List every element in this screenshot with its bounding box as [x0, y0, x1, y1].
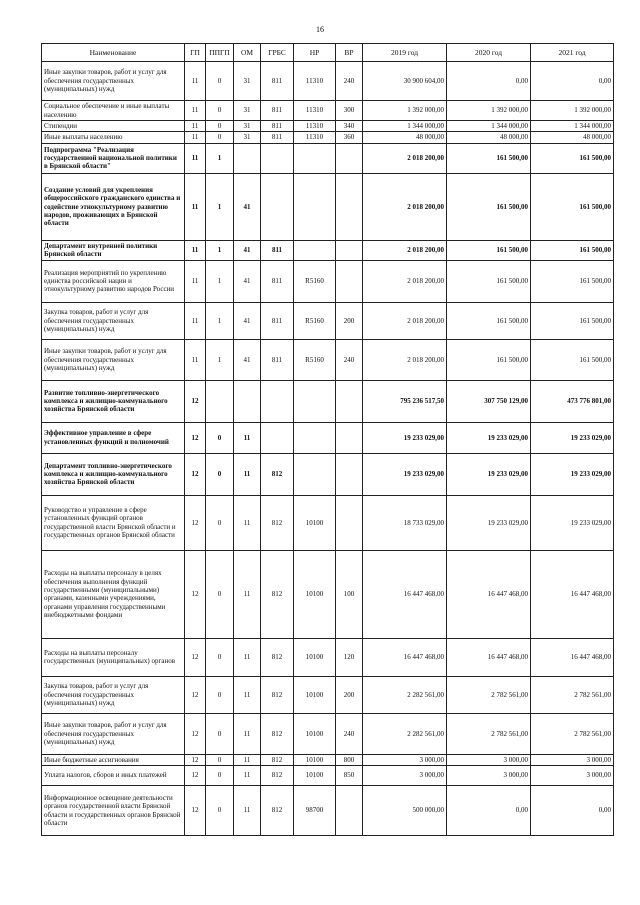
row-ppgp: 0 [206, 132, 234, 143]
row-grbs: 812 [261, 550, 294, 638]
row-gp: 12 [185, 713, 206, 754]
row-ppgp: 0 [206, 676, 234, 713]
row-amount-2021: 16 447 468,00 [531, 638, 614, 676]
row-amount-2021: 473 776 801,00 [531, 380, 614, 422]
row-vr: 800 [336, 754, 363, 765]
row-name: Иные закупки товаров, работ и услуг для обеспечения государственных (муниципальных) нужд [42, 339, 185, 380]
row-om: 31 [234, 132, 261, 143]
row-om: 41 [234, 173, 261, 240]
col-header-2021: 2021 год [531, 44, 614, 62]
row-gp: 11 [185, 62, 206, 101]
row-amount-2020: 0,00 [447, 786, 531, 836]
row-grbs: 811 [261, 62, 294, 101]
row-amount-2021: 161 500,00 [531, 302, 614, 339]
row-gp: 11 [185, 101, 206, 121]
row-gp: 11 [185, 143, 206, 173]
table-row [42, 302, 614, 339]
row-amount-2019: 2 018 200,00 [363, 240, 447, 260]
row-grbs [261, 173, 294, 240]
row-nr [294, 380, 336, 422]
row-grbs: 812 [261, 786, 294, 836]
row-grbs: 811 [261, 302, 294, 339]
row-vr [336, 240, 363, 260]
row-name: Стипендии [42, 121, 185, 132]
row-ppgp: 0 [206, 453, 234, 495]
row-name: Иные закупки товаров, работ и услуг для обеспечения государственных (муниципальных) нужд [42, 713, 185, 754]
row-amount-2021: 19 233 029,00 [531, 422, 614, 453]
row-vr: 360 [336, 132, 363, 143]
row-amount-2020: 48 000,00 [447, 132, 531, 143]
row-name: Иные закупки товаров, работ и услуг для обеспечения государственных (муниципальных) нужд [42, 62, 185, 101]
row-grbs: 811 [261, 260, 294, 302]
row-ppgp: 0 [206, 766, 234, 786]
row-gp: 12 [185, 550, 206, 638]
table-row [42, 143, 614, 173]
row-om: 11 [234, 550, 261, 638]
row-amount-2021: 19 233 029,00 [531, 495, 614, 550]
row-vr [336, 422, 363, 453]
row-amount-2020: 161 500,00 [447, 302, 531, 339]
row-gp: 12 [185, 453, 206, 495]
row-nr: 11310 [294, 121, 336, 132]
row-nr: 98700 [294, 786, 336, 836]
table-row [42, 62, 614, 101]
row-grbs: 811 [261, 101, 294, 121]
row-amount-2020: 1 344 000,00 [447, 121, 531, 132]
table-row [42, 713, 614, 754]
budget-table [41, 43, 614, 836]
row-amount-2020: 2 782 561,00 [447, 713, 531, 754]
row-amount-2021: 3 000,00 [531, 754, 614, 765]
row-amount-2020: 161 500,00 [447, 240, 531, 260]
row-amount-2021: 161 500,00 [531, 143, 614, 173]
table-header-row [42, 44, 614, 62]
row-amount-2021: 48 000,00 [531, 132, 614, 143]
row-om: 31 [234, 62, 261, 101]
row-name: Расходы на выплаты персоналу государственных (муниципальных) органов [42, 638, 185, 676]
row-grbs: 812 [261, 453, 294, 495]
col-header-gp: ГП [185, 44, 206, 62]
row-amount-2019: 795 236 517,50 [363, 380, 447, 422]
table-row [42, 240, 614, 260]
col-header-nr: НР [294, 44, 336, 62]
row-grbs: 812 [261, 754, 294, 765]
col-header-vr: ВР [336, 44, 363, 62]
row-amount-2019: 3 000,00 [363, 754, 447, 765]
row-ppgp: 0 [206, 422, 234, 453]
row-amount-2019: 48 000,00 [363, 132, 447, 143]
row-amount-2019: 2 282 561,00 [363, 676, 447, 713]
row-vr [336, 380, 363, 422]
row-amount-2020: 161 500,00 [447, 143, 531, 173]
row-gp: 12 [185, 766, 206, 786]
row-om: 41 [234, 339, 261, 380]
table-row [42, 495, 614, 550]
row-ppgp: 0 [206, 121, 234, 132]
row-name: Расходы на выплаты персоналу в целях обеспечения выполнения функций государственными (муниципальными) органами, казенными учреждениями, органами управления государственными внебюджетными фондами [42, 550, 185, 638]
row-nr: R5160 [294, 339, 336, 380]
row-amount-2020: 307 750 129,00 [447, 380, 531, 422]
row-ppgp: 0 [206, 786, 234, 836]
row-grbs: 811 [261, 121, 294, 132]
row-gp: 11 [185, 173, 206, 240]
row-nr: 10100 [294, 638, 336, 676]
row-gp: 12 [185, 495, 206, 550]
row-nr [294, 173, 336, 240]
row-ppgp: 1 [206, 143, 234, 173]
col-header-name: Наименование [42, 44, 185, 62]
row-gp: 11 [185, 132, 206, 143]
row-vr: 200 [336, 302, 363, 339]
row-vr [336, 260, 363, 302]
row-nr [294, 143, 336, 173]
row-gp: 12 [185, 380, 206, 422]
row-grbs: 812 [261, 495, 294, 550]
row-ppgp: 0 [206, 754, 234, 765]
row-name: Закупка товаров, работ и услуг для обеспечения государственных (муниципальных) нужд [42, 302, 185, 339]
row-gp: 11 [185, 121, 206, 132]
row-amount-2020: 161 500,00 [447, 173, 531, 240]
row-nr: 11310 [294, 101, 336, 121]
table-row [42, 676, 614, 713]
row-om: 31 [234, 101, 261, 121]
row-om: 11 [234, 638, 261, 676]
col-header-2020: 2020 год [447, 44, 531, 62]
row-nr: 10100 [294, 495, 336, 550]
row-grbs: 812 [261, 713, 294, 754]
row-vr: 200 [336, 676, 363, 713]
row-amount-2020: 16 447 468,00 [447, 638, 531, 676]
table-row [42, 638, 614, 676]
row-nr: 10100 [294, 713, 336, 754]
row-om [234, 380, 261, 422]
row-amount-2020: 2 782 561,00 [447, 676, 531, 713]
row-om: 41 [234, 302, 261, 339]
row-vr [336, 143, 363, 173]
row-amount-2020: 1 392 000,00 [447, 101, 531, 121]
row-vr: 120 [336, 638, 363, 676]
row-amount-2019: 19 233 029,00 [363, 453, 447, 495]
row-name: Информационное освещение деятельности органов государственной власти Брянской области и государственных органов Брянской области [42, 786, 185, 836]
row-nr [294, 453, 336, 495]
row-nr: 10100 [294, 550, 336, 638]
row-amount-2021: 161 500,00 [531, 339, 614, 380]
row-amount-2021: 161 500,00 [531, 173, 614, 240]
row-vr [336, 495, 363, 550]
row-amount-2020: 161 500,00 [447, 339, 531, 380]
table-row [42, 339, 614, 380]
row-gp: 11 [185, 339, 206, 380]
row-ppgp: 0 [206, 495, 234, 550]
row-om: 11 [234, 766, 261, 786]
table-row [42, 260, 614, 302]
row-nr: 10100 [294, 754, 336, 765]
row-name: Реализация мероприятий по укреплению единства российской нации и этнокультурному развитию народов России [42, 260, 185, 302]
row-grbs: 812 [261, 766, 294, 786]
row-nr [294, 240, 336, 260]
row-nr: 11310 [294, 132, 336, 143]
row-grbs: 811 [261, 240, 294, 260]
row-amount-2019: 16 447 468,00 [363, 638, 447, 676]
col-header-grbs: ГРБС [261, 44, 294, 62]
row-grbs: 811 [261, 339, 294, 380]
row-om: 11 [234, 676, 261, 713]
row-amount-2020: 3 000,00 [447, 754, 531, 765]
col-header-om: ОМ [234, 44, 261, 62]
row-gp: 12 [185, 676, 206, 713]
row-nr: 10100 [294, 766, 336, 786]
row-name: Иные выплаты населению [42, 132, 185, 143]
row-name: Создание условий для укрепления общероссийского гражданского единства и содействие этнокультурному развитию народов, проживающих в Брянской области [42, 173, 185, 240]
row-amount-2020: 3 000,00 [447, 766, 531, 786]
row-gp: 12 [185, 754, 206, 765]
row-ppgp: 0 [206, 638, 234, 676]
row-ppgp: 1 [206, 240, 234, 260]
row-grbs [261, 143, 294, 173]
row-amount-2019: 16 447 468,00 [363, 550, 447, 638]
row-amount-2019: 2 018 200,00 [363, 260, 447, 302]
table-body [42, 62, 614, 836]
table-row [42, 173, 614, 240]
row-amount-2021: 16 447 468,00 [531, 550, 614, 638]
row-amount-2019: 2 282 561,00 [363, 713, 447, 754]
row-om: 11 [234, 453, 261, 495]
row-amount-2019: 1 344 000,00 [363, 121, 447, 132]
row-gp: 12 [185, 786, 206, 836]
row-vr: 240 [336, 62, 363, 101]
row-grbs: 812 [261, 638, 294, 676]
row-ppgp: 1 [206, 302, 234, 339]
row-ppgp: 1 [206, 339, 234, 380]
col-header-2019: 2019 год [363, 44, 447, 62]
row-grbs: 812 [261, 676, 294, 713]
row-vr [336, 786, 363, 836]
row-amount-2021: 0,00 [531, 62, 614, 101]
row-om: 11 [234, 786, 261, 836]
table-row [42, 786, 614, 836]
page-number: 16 [316, 25, 324, 34]
row-ppgp: 0 [206, 550, 234, 638]
row-om: 41 [234, 260, 261, 302]
row-ppgp [206, 380, 234, 422]
row-amount-2021: 161 500,00 [531, 240, 614, 260]
row-amount-2020: 161 500,00 [447, 260, 531, 302]
row-amount-2020: 16 447 468,00 [447, 550, 531, 638]
row-amount-2021: 2 782 561,00 [531, 713, 614, 754]
row-amount-2019: 18 733 029,00 [363, 495, 447, 550]
row-gp: 12 [185, 638, 206, 676]
row-nr: R5160 [294, 302, 336, 339]
row-name: Иные бюджетные ассигнования [42, 754, 185, 765]
row-nr [294, 422, 336, 453]
row-amount-2021: 19 233 029,00 [531, 453, 614, 495]
row-ppgp: 1 [206, 173, 234, 240]
row-name: Эффективное управление в сфере установленных функций и полномочий [42, 422, 185, 453]
table-row [42, 754, 614, 765]
row-name: Закупка товаров, работ и услуг для обеспечения государственных (муниципальных) нужд [42, 676, 185, 713]
row-amount-2021: 1 392 000,00 [531, 101, 614, 121]
row-vr: 300 [336, 101, 363, 121]
row-amount-2019: 2 018 200,00 [363, 339, 447, 380]
row-vr: 240 [336, 713, 363, 754]
row-name: Подпрограмма "Реализация государственной национальной политики в Брянской области" [42, 143, 185, 173]
row-om: 31 [234, 121, 261, 132]
row-amount-2021: 0,00 [531, 786, 614, 836]
row-nr: 10100 [294, 676, 336, 713]
row-name: Департамент топливно-энергетического комплекса и жилищно-коммунального хозяйства Брянской области [42, 453, 185, 495]
row-amount-2021: 1 344 000,00 [531, 121, 614, 132]
row-ppgp: 0 [206, 713, 234, 754]
row-name: Департамент внутренней политики Брянской области [42, 240, 185, 260]
row-amount-2019: 2 018 200,00 [363, 143, 447, 173]
row-amount-2019: 30 900 604,00 [363, 62, 447, 101]
row-name: Руководство и управление в сфере установленных функций органов государственной власти Брянской области и государственных органов Брянской области [42, 495, 185, 550]
row-om: 11 [234, 754, 261, 765]
row-amount-2020: 0,00 [447, 62, 531, 101]
row-vr: 850 [336, 766, 363, 786]
row-vr: 100 [336, 550, 363, 638]
row-name: Уплата налогов, сборов и иных платежей [42, 766, 185, 786]
row-om: 41 [234, 240, 261, 260]
row-gp: 11 [185, 260, 206, 302]
table-row [42, 101, 614, 121]
row-amount-2019: 2 018 200,00 [363, 173, 447, 240]
row-name: Развитие топливно-энергетического комплекса и жилищно-коммунального хозяйства Брянской области [42, 380, 185, 422]
table-row [42, 380, 614, 422]
row-om: 11 [234, 495, 261, 550]
row-amount-2021: 2 782 561,00 [531, 676, 614, 713]
row-om: 11 [234, 422, 261, 453]
row-name: Социальное обеспечение и иные выплаты населению [42, 101, 185, 121]
row-nr: 11310 [294, 62, 336, 101]
col-header-ppgp: ППГП [206, 44, 234, 62]
row-gp: 11 [185, 240, 206, 260]
row-nr: R5160 [294, 260, 336, 302]
row-ppgp: 0 [206, 101, 234, 121]
row-grbs [261, 380, 294, 422]
row-ppgp: 1 [206, 260, 234, 302]
table-row [42, 550, 614, 638]
row-amount-2019: 1 392 000,00 [363, 101, 447, 121]
row-amount-2020: 19 233 029,00 [447, 453, 531, 495]
row-om: 11 [234, 713, 261, 754]
row-vr: 340 [336, 121, 363, 132]
row-amount-2021: 161 500,00 [531, 260, 614, 302]
row-amount-2019: 3 000,00 [363, 766, 447, 786]
table-row [42, 453, 614, 495]
row-amount-2019: 19 233 029,00 [363, 422, 447, 453]
row-grbs: 811 [261, 132, 294, 143]
row-amount-2021: 3 000,00 [531, 766, 614, 786]
row-om [234, 143, 261, 173]
row-amount-2019: 500 000,00 [363, 786, 447, 836]
table-row [42, 132, 614, 143]
table-row [42, 121, 614, 132]
row-vr [336, 173, 363, 240]
row-amount-2020: 19 233 029,00 [447, 495, 531, 550]
row-vr [336, 453, 363, 495]
row-amount-2020: 19 233 029,00 [447, 422, 531, 453]
row-vr: 240 [336, 339, 363, 380]
table-row [42, 422, 614, 453]
row-gp: 11 [185, 302, 206, 339]
table-row [42, 766, 614, 786]
row-gp: 12 [185, 422, 206, 453]
row-amount-2019: 2 018 200,00 [363, 302, 447, 339]
row-grbs [261, 422, 294, 453]
row-ppgp: 0 [206, 62, 234, 101]
